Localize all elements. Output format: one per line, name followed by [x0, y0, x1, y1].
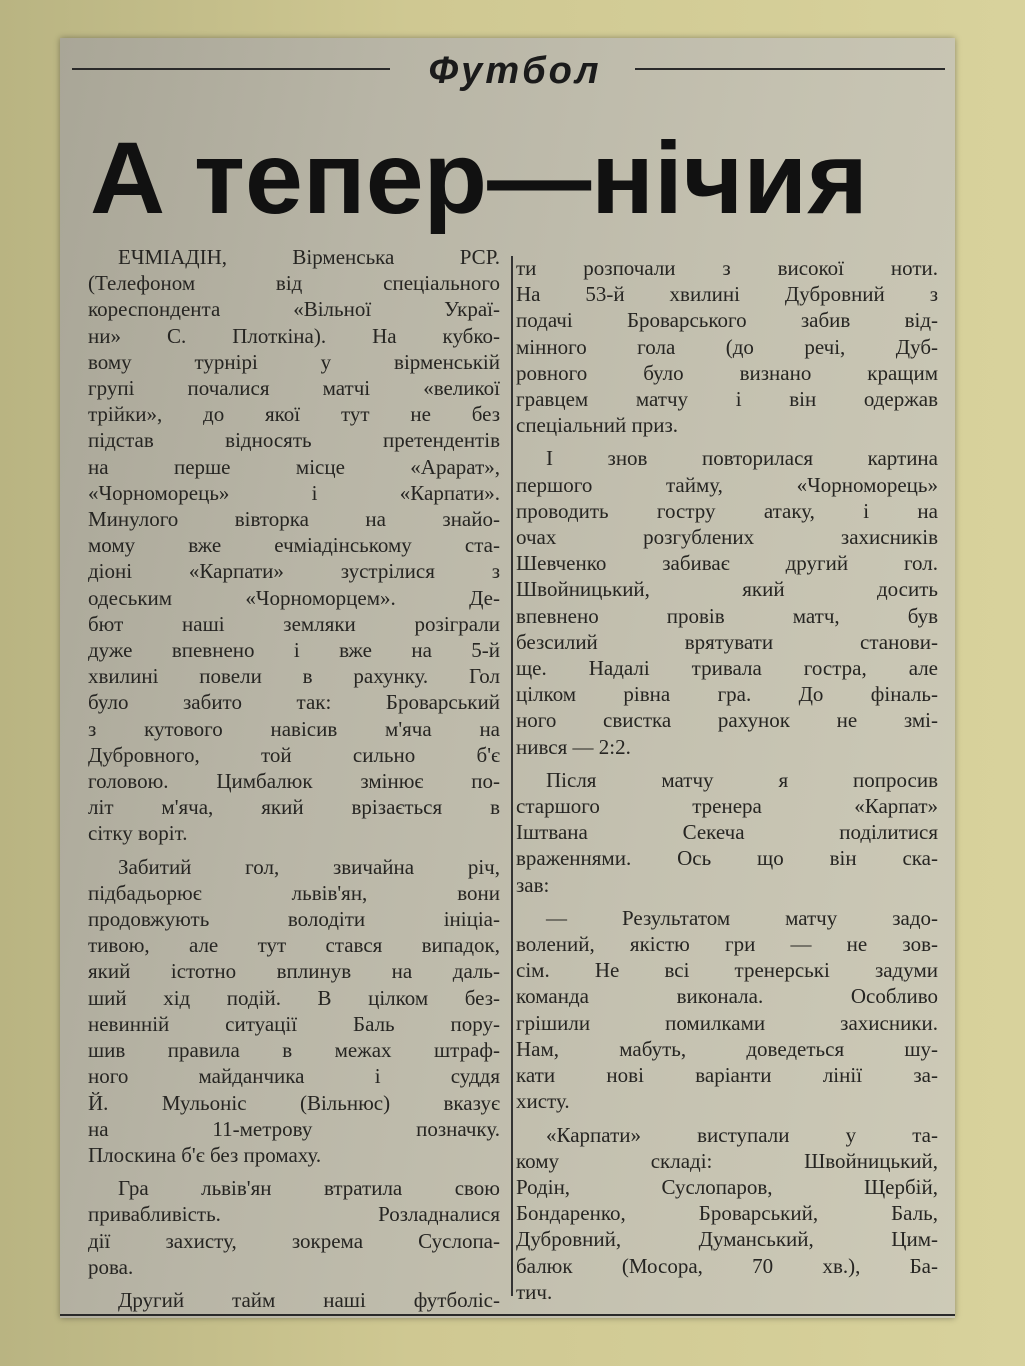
text-line: бют наші земляки розіграли [88, 611, 500, 636]
text-line: привабливість. Розладналися [88, 1202, 500, 1227]
text-line: враженнями. Ось що він ска- [516, 846, 938, 871]
text-line: Шевченко забиває другий гол. [516, 551, 938, 576]
text-line: тич. [516, 1279, 553, 1304]
text-line: Плоскина б'є без промаху. [88, 1142, 322, 1167]
text-line: було забито так: Броварський [88, 690, 500, 715]
text-line: Й. Мульоніс (Вільнюс) вказує [88, 1090, 500, 1115]
text-line: І знов повторилася картина [546, 446, 938, 471]
text-line: кореспондента «Вільної Украї- [88, 297, 500, 322]
bottom-rule [60, 1314, 955, 1316]
text-line: безсилий врятувати станови- [516, 629, 938, 654]
text-line: з кутового навісив м'яча на [88, 716, 500, 741]
text-line: трійки», до якої тут не без [88, 402, 500, 427]
text-line: кати нові варіанти лінії за- [516, 1063, 938, 1088]
text-line: на 11-метрову позначку. [88, 1116, 500, 1141]
article-column-right [516, 255, 938, 1305]
text-line: продовжують володіти ініціа- [88, 907, 500, 932]
column-divider [511, 256, 513, 1296]
text-line: зав: [516, 872, 550, 897]
text-line: Дубровного, той сильно б'є [88, 742, 500, 767]
text-line: ти розпочали з високої ноти. [516, 256, 938, 280]
text-line: невинній ситуації Баль пору- [88, 1011, 500, 1036]
text-line: цілком рівна гра. До фіналь- [516, 682, 938, 707]
text-line: (Телефоном від спеціального [88, 271, 500, 296]
text-line: Родін, Суслопаров, Щербій, [516, 1174, 938, 1199]
text-line: тивою, але тут стався випадок, [88, 933, 500, 958]
text-line: вому турнірі у вірменській [88, 349, 500, 374]
text-line: хисту. [516, 1089, 570, 1114]
text-line: проводить гостру атаку, і на [516, 498, 938, 523]
text-line: ного свистка рахунок не змі- [516, 708, 938, 733]
text-line: кому складі: Швойницький, [516, 1148, 938, 1173]
text-line: Після матчу я попросив [546, 767, 938, 792]
text-line: хвилині повели в рахунку. Гол [88, 664, 500, 689]
text-line: на перше місце «Арарат», [88, 454, 500, 479]
text-line: ровного було визнано кращим [516, 360, 938, 385]
text-line: який істотно вплинув на даль- [88, 959, 500, 984]
text-line: ни» С. Плоткіна). На кубко- [88, 323, 500, 348]
text-line: Швойницький, який досить [516, 577, 938, 602]
text-line: спеціальний приз. [516, 413, 679, 438]
text-line: ЕЧМІАДІН, Вірменська РСР. [118, 245, 500, 269]
text-line: гравцем матчу і він одержав [516, 387, 938, 412]
text-line: шив правила в межах штраф- [88, 1038, 500, 1063]
text-line: ший хід подій. В цілком без- [88, 985, 500, 1010]
text-line: першого тайму, «Чорноморець» [516, 472, 938, 497]
section-rubric: Футбол [428, 50, 602, 92]
text-line: сітку воріт. [88, 821, 188, 846]
text-line: Гра львів'ян втратила свою [118, 1176, 500, 1201]
text-line: мінного гола (до речі, Дуб- [516, 334, 938, 359]
text-line: подачі Броварського забив від- [516, 308, 938, 333]
text-line: волений, якістю гри — не зов- [516, 932, 938, 957]
text-line: підстав відносять претендентів [88, 428, 500, 453]
article-column-left [88, 244, 500, 1313]
text-line: Іштвана Секеча поділитися [516, 820, 938, 845]
text-line: впевнено провів матч, був [516, 603, 938, 628]
newspaper-clipping [60, 38, 955, 1318]
text-line: Другий тайм наші футболіс- [118, 1287, 500, 1312]
top-rule-left [72, 68, 390, 70]
text-line: Минулого вівторка на знайо- [88, 507, 500, 532]
text-line: ще. Надалі тривала гостра, але [516, 656, 938, 681]
text-line: — Результатом матчу задо- [546, 905, 938, 930]
text-line: Бондаренко, Броварський, Баль, [516, 1201, 938, 1226]
text-line: ного майданчика і суддя [88, 1064, 500, 1089]
text-line: старшого тренера «Карпат» [516, 794, 938, 819]
text-line: дії захисту, зокрема Суслопа- [88, 1228, 500, 1253]
text-line: команда виконала. Особливо [516, 984, 938, 1009]
text-line: На 53-й хвилині Дубровний з [516, 282, 938, 307]
text-line: групі почалися матчі «великої [88, 376, 500, 401]
text-line: літ м'яча, який врізається в [88, 795, 500, 820]
top-rule-right [635, 68, 945, 70]
text-line: балюк (Мосора, 70 хв.), Ба- [516, 1253, 938, 1278]
text-line: «Карпати» виступали у та- [546, 1122, 938, 1147]
text-line: рова. [88, 1254, 134, 1279]
text-line: підбадьорює львів'ян, вони [88, 880, 500, 905]
text-line: очах розгублених захисників [516, 525, 938, 550]
text-line: діоні «Карпати» зустрілися з [88, 559, 500, 584]
text-line: Дубровний, Думанський, Цим- [516, 1227, 938, 1252]
text-line: дуже впевнено і вже на 5-й [88, 638, 500, 663]
text-line: сім. Не всі тренерські задуми [516, 958, 938, 983]
text-line: Нам, мабуть, доведеться шу- [516, 1036, 938, 1061]
text-line: мому вже ечміадінському ста- [88, 533, 500, 558]
text-line: «Чорноморець» і «Карпати». [88, 480, 500, 505]
text-line: Забитий гол, звичайна річ, [118, 854, 500, 879]
text-line: одеським «Чорноморцем». Де- [88, 585, 500, 610]
article-headline: А тепер—нічия [90, 121, 868, 235]
text-line: нився — 2:2. [516, 734, 631, 759]
text-line: грішили помилками захисники. [516, 1010, 938, 1035]
text-line: головою. Цимбалюк змінює по- [88, 769, 500, 794]
